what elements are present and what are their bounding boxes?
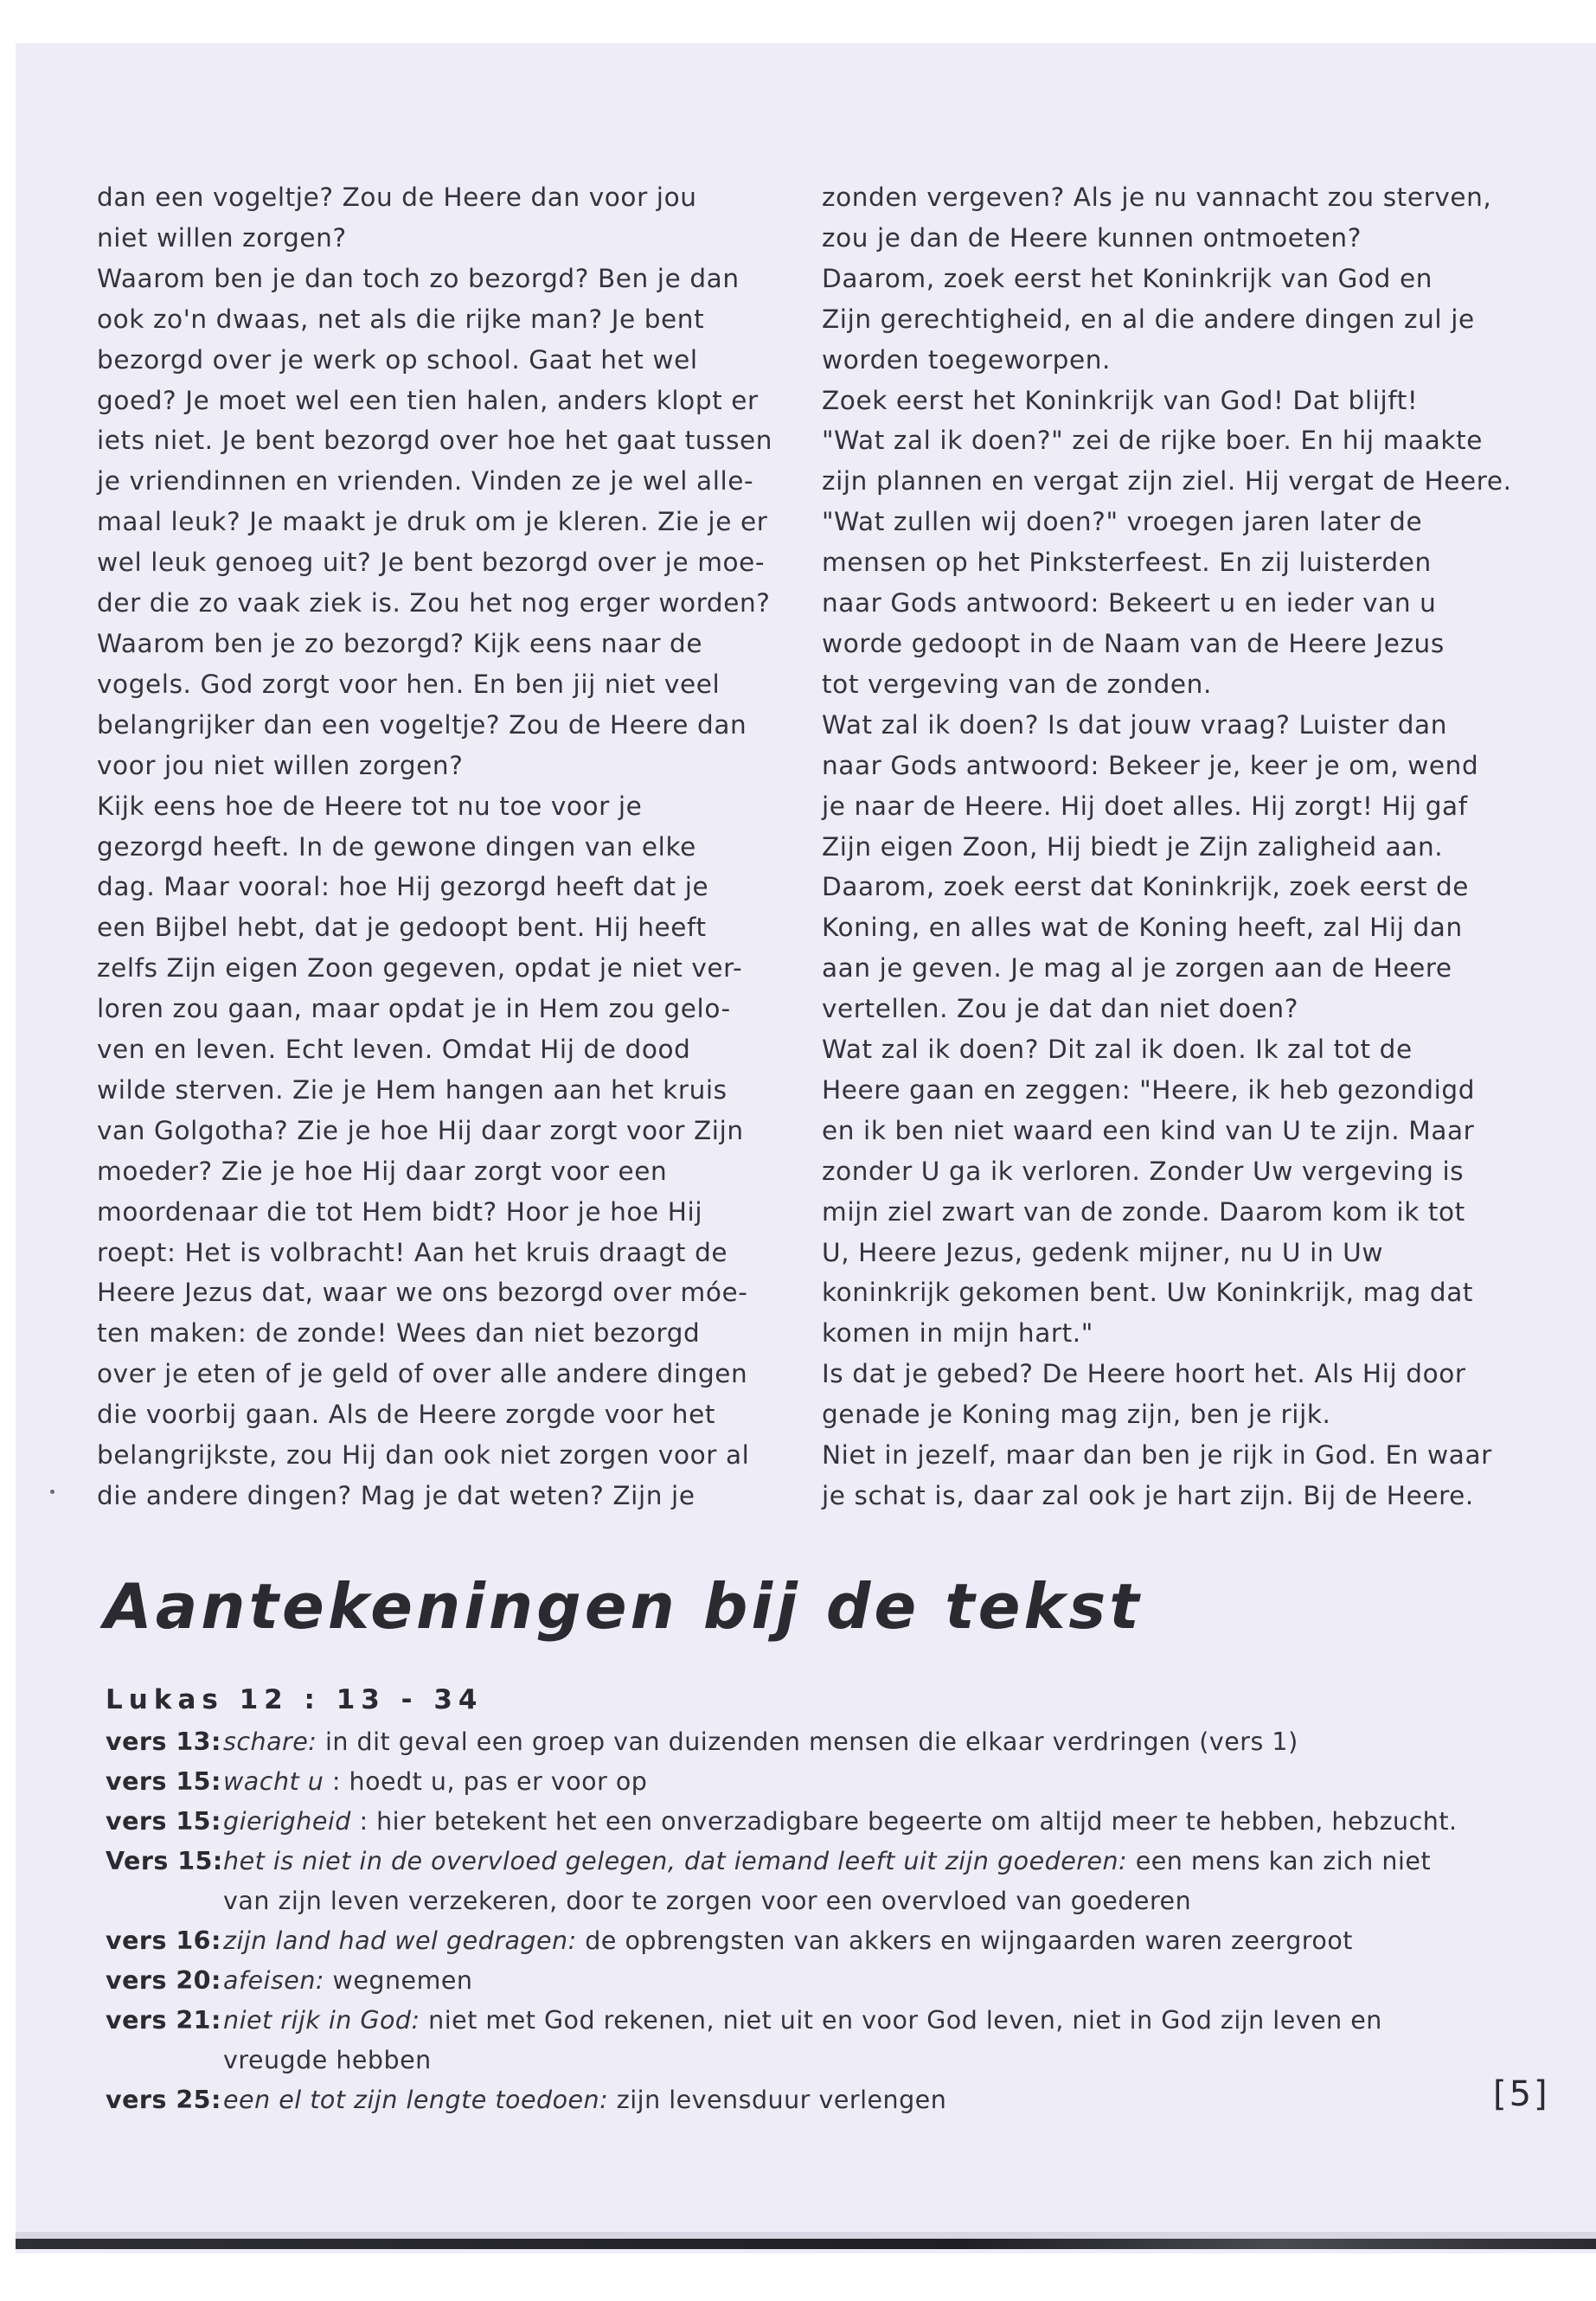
notes-heading: Aantekeningen bij de tekst [104,1570,1143,1643]
note-row [106,1762,1481,1802]
text-line: worde gedoopt in de Naam van de Heere Jezus [822,628,1445,658]
text-line: Zoek eerst het Koninkrijk van God! Dat blijft! [822,385,1419,415]
text-line: U, Heere Jezus, gedenk mijner, nu U in Uw [822,1237,1384,1267]
text-line: loren zou gaan, maar opdat je in Hem zou gelo- [97,994,731,1024]
text-line: Is dat je gebed? De Heere hoort het. Als Hij door [822,1359,1466,1389]
note-term: zijn land had wel gedragen: [223,1926,577,1955]
text-line: Wat zal ik doen? Dit zal ik doen. Ik zal tot de [822,1035,1413,1065]
note-explanation: in dit geval een groep van duizenden mensen die elkaar verdringen (vers 1) [317,1727,1298,1756]
note-row [106,1722,1481,1762]
text-line: vogels. God zorgt voor hen. En ben jij niet veel [97,669,721,699]
text-line: Koning, en alles wat de Koning heeft, zal Hij dan [822,913,1463,943]
text-line: moeder? Zie je hoe Hij daar zorgt voor een [97,1156,668,1186]
note-verse: vers 15: [106,1767,221,1796]
note-row [106,2001,1481,2080]
note-verse: vers 16: [106,1926,221,1955]
margin-mark [50,1490,54,1494]
text-line: je schat is, daar zal ook je hart zijn. Bij de Heere. [822,1481,1474,1510]
text-line: zelfs Zijn eigen Zoon gegeven, opdat je niet ver- [97,953,743,984]
text-line: je vriendinnen en vrienden. Vinden ze je wel alle- [97,466,754,497]
note-explanation: : hier betekent het een onverzadigbare begeerte om altijd meer te hebben, hebzucht. [350,1807,1458,1836]
text-line: Waarom ben je dan toch zo bezorgd? Ben je dan [97,263,740,293]
notes-list [106,1722,1481,2120]
text-line: ten maken: de zonde! Wees dan niet bezorgd [97,1318,701,1349]
note-body [223,1762,1481,1802]
text-line: belangrijker dan een vogeltje? Zou de Heere dan [97,709,747,740]
note-body [223,2001,1481,2080]
note-explanation: een mens kan zich niet van zijn leven verzekeren, door te zorgen voor een overvloed van goederen [223,1847,1439,1915]
text-line: naar Gods antwoord: Bekeert u en ieder van u [822,588,1437,619]
text-line: tot vergeving van de zonden. [822,669,1212,699]
text-line: iets niet. Je bent bezorgd over hoe het gaat tussen [97,426,773,456]
bottom-edge-highlight [16,2232,1596,2239]
text-line: goed? Je moet wel een tien halen, anders klopt er [97,385,759,415]
note-body [223,1842,1481,1921]
text-line: naar Gods antwoord: Bekeer je, keer je om, wend [822,750,1479,780]
note-row [106,2080,1481,2120]
note-term: een el tot zijn lengte toedoen: [223,2086,609,2114]
text-line: Heere gaan en zeggen: "Heere, ik heb gezondigd [822,1074,1476,1105]
text-line: die voorbij gaan. Als de Heere zorgde voor het [97,1400,716,1430]
note-term: afeisen: [223,1966,324,1995]
note-explanation: de opbrengsten van akkers en wijngaarden waren zeergroot [576,1926,1353,1955]
text-line: niet willen zorgen? [97,222,347,253]
text-line: mijn ziel zwart van de zonde. Daarom kom ik tot [822,1196,1465,1227]
text-line: Niet in jezelf, maar dan ben je rijk in God. En waar [822,1440,1492,1471]
text-line: die andere dingen? Mag je dat weten? Zijn je [97,1481,695,1510]
text-line: koninkrijk gekomen bent. Uw Koninkrijk, mag dat [822,1278,1474,1308]
note-body [223,1802,1481,1842]
text-line: maal leuk? Je maakt je druk om je kleren. Zie je er [97,507,768,537]
text-line: een Bijbel hebt, dat je gedoopt bent. Hij heeft [97,913,707,943]
text-line: vertellen. Zou je dat dan niet doen? [822,994,1298,1024]
note-verse: Vers 15: [106,1847,223,1875]
note-body [223,1921,1481,1961]
top-margin [0,0,1596,43]
right-text-column [822,177,1512,1516]
note-term: het is niet in de overvloed gelegen, dat iemand leeft uit zijn goederen: [223,1847,1128,1875]
page-number: [5] [1493,2074,1550,2114]
text-line: ook zo'n dwaas, net als die rijke man? Je bent [97,304,705,334]
text-line: aan je geven. Je mag al je zorgen aan de Heere [822,953,1452,984]
note-row [106,1802,1481,1842]
text-line: Wat zal ik doen? Is dat jouw vraag? Luister dan [822,709,1447,740]
note-term: niet rijk in God: [223,2006,420,2035]
note-verse: vers 20: [106,1966,221,1995]
note-verse: vers 21: [106,2006,221,2035]
text-line: belangrijkste, zou Hij dan ook niet zorgen voor al [97,1440,750,1471]
note-row [106,1961,1481,2001]
text-line: "Wat zullen wij doen?" vroegen jaren later de [822,507,1423,537]
note-term: schare: [223,1727,317,1756]
text-line: zonder U ga ik verloren. Zonder Uw vergeving is [822,1156,1465,1186]
text-line: dan een vogeltje? Zou de Heere dan voor jou [97,183,697,212]
text-line: zou je dan de Heere kunnen ontmoeten? [822,222,1362,253]
text-line: en ik ben niet waard een kind van U te zijn. Maar [822,1115,1475,1145]
text-line: zonden vergeven? Als je nu vannacht zou sterven, [822,183,1492,212]
text-line: Kijk eens hoe de Heere tot nu toe voor je [97,791,643,821]
text-line: komen in mijn hart." [822,1318,1093,1349]
text-line: Zijn eigen Zoon, Hij biedt je Zijn zaligheid aan. [822,831,1444,862]
text-line: moordenaar die tot Hem bidt? Hoor je hoe Hij [97,1196,703,1227]
text-line: ven en leven. Echt leven. Omdat Hij de dood [97,1035,691,1065]
text-line: Daarom, zoek eerst het Koninkrijk van God en [822,263,1433,293]
text-line: genade je Koning mag zijn, ben je rijk. [822,1400,1331,1430]
left-text-column [97,177,815,1516]
text-line: Waarom ben je zo bezorgd? Kijk eens naar de [97,628,703,658]
note-row [106,1921,1481,1961]
text-line: zijn plannen en vergat zijn ziel. Hij vergat de Heere. [822,466,1512,497]
text-line: wilde sterven. Zie je Hem hangen aan het kruis [97,1074,727,1105]
note-term: gierigheid [223,1807,351,1836]
text-line: Heere Jezus dat, waar we ons bezorgd over móe- [97,1278,748,1308]
note-explanation: zijn levensduur verlengen [608,2086,947,2114]
text-line: voor jou niet willen zorgen? [97,750,464,780]
text-line: gezorgd heeft. In de gewone dingen van elke [97,831,696,862]
text-line: roept: Het is volbracht! Aan het kruis draagt de [97,1237,728,1267]
text-line: Daarom, zoek eerst dat Koninkrijk, zoek eerst de [822,872,1470,902]
note-verse: vers 25: [106,2086,221,2114]
note-row [106,1842,1481,1921]
text-line: over je eten of je geld of over alle andere dingen [97,1359,748,1389]
text-line: worden toegeworpen. [822,344,1112,375]
note-body [223,2080,1481,2120]
note-explanation: : hoedt u, pas er voor op [324,1767,648,1796]
note-term: wacht u [223,1767,324,1796]
scripture-reference: Lukas 12 : 13 - 34 [106,1684,484,1715]
note-body [223,1961,1481,2001]
note-verse: vers 13: [106,1727,221,1756]
text-line: wel leuk genoeg uit? Je bent bezorgd over je moe- [97,548,766,578]
note-explanation: wegnemen [324,1966,473,1995]
text-line: dag. Maar vooral: hoe Hij gezorgd heeft dat je [97,872,709,902]
text-line: je naar de Heere. Hij doet alles. Hij zorgt! Hij gaf [822,791,1468,821]
note-verse: vers 15: [106,1807,221,1836]
bottom-edge-bar [16,2239,1596,2249]
text-line: "Wat zal ik doen?" zei de rijke boer. En hij maakte [822,426,1483,456]
text-line: van Golgotha? Zie je hoe Hij daar zorgt voor Zijn [97,1115,744,1145]
text-line: der die zo vaak ziek is. Zou het nog erger worden? [97,588,771,619]
note-body [223,1722,1481,1762]
text-line: bezorgd over je werk op school. Gaat het wel [97,344,698,375]
text-line: mensen op het Pinksterfeest. En zij luisterden [822,548,1432,578]
note-explanation: niet met God rekenen, niet uit en voor God leven, niet in God zijn leven en vreugde hebben [223,2006,1391,2074]
text-line: Zijn gerechtigheid, en al die andere dingen zul je [822,304,1475,334]
